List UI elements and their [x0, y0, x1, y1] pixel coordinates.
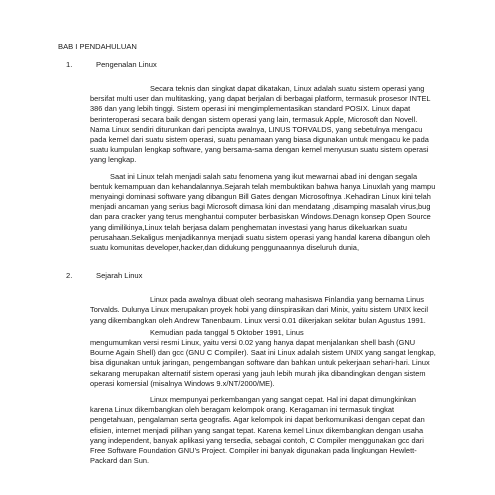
section-number: 1.	[66, 60, 73, 69]
paragraph: Linux mempunyai perkembangan yang sangat cepat. Hal ini dapat dimungkinkan karena Linux dikembangkan oleh beragam kelompok orang. Keragaman ini termasuk tingkat pengetahuan, pengalaman serta geografis. Agar kelompok ini dapat berkomunikasi dengan cepat dan efisien, internet menjadi pilihan yang sangat tepat. Karena kernel Linux dikembangkan dengan usaha yang independent, banyak aplikasi yang tersedia, sebagai contoh, C Compiler menggunakan gcc dari Free Software Foundation GNU’s Project. Compiler ini banyak digunakan pada lingkungan Hewlett-Packard dan Sun.	[90, 395, 425, 466]
paragraph: Saat ini Linux telah menjadi salah satu fenomena yang ikut mewarnai abad ini dengan segala bentuk kemampuan dan kehandalannya.Sejarah telah membuktikan bahwa hanya Linuxlah yang mampu menyaingi dominasi software yang dibangun Bill Gates dengan Microsoftnya .Kehadiran Linux kini telah menjadi ancaman yang serius bagi Microsoft dimasa kini dan mendatang ,disamping masalah virus,bug dan para cracker yang terus menghantui computer berbasiskan Windows.Denagn konsep Open Source yang dimilikinya,Linux telah berjasa dalam penghematan investasi yang harus dikeluarkan suatu perusahaan.Sekaligus menjadikannya menjadi suatu sistem operasi yang handal karena dibangun oleh suatu komunitas developer,hacker,dan didukung penggunaannya diseluruh dunia,	[90, 171, 436, 253]
chapter-title: BAB I PENDAHULUAN	[58, 42, 137, 51]
paragraph: Linux pada awalnya dibuat oleh seorang mahasiswa Finlandia yang bernama Linus Torvalds. Dulunya Linux merupakan proyek hobi yang diinspirasikan dari Minix, yaitu sistem UNIX kecil yang dikembangkan oleh Andrew Tanenbaum. Linux versi 0.01 dikerjakan sekitar bulan Agustus 1991.	[90, 295, 429, 325]
section-title: Pengenalan Linux	[96, 60, 157, 69]
paragraph: mengumumkan versi resmi Linux, yaitu versi 0.02 yang hanya dapat menjalankan shell bash (GNU Bourne Again Shell) dan gcc (GNU C Compiler). Saat ini Linux adalah sistem UNIX yang sangat lengkap, bisa digunakan untuk jaringan, pengembangan software dan bahkan untuk pekerjaan sehari-hari. Linux sekarang merupakan alternatif sistem operasi yang jauh lebih murah jika dibandingkan dengan sistem operasi komersial (misalnya Windows 9.x/NT/2000/ME).	[90, 338, 436, 388]
section-number: 2.	[66, 271, 73, 281]
section-heading	[66, 271, 439, 281]
paragraph: Secara teknis dan singkat dapat dikatakan, Linux adalah suatu sistem operasi yang bersifat multi user dan multitasking, yang dapat berjalan di berbagai platform, termasuk prosesor INTEL 386 dan yang lebih tinggi. Sistem operasi ini mengimplementasikan standard POSIX. Linux dapat berinteroperasi secara baik dengan sistem operasi yang lain, termasuk Apple, Microsoft dan Novell. Nama Linux sendiri diturunkan dari pencipta awalnya, LINUS TORVALDS, yang sebetulnya mengacu pada kernel dari suatu sistem operasi, suatu penamaan yang biasa digunakan untuk mengacu ke pada suatu kumpulan lengkap software, yang bersama-sama dengan kernel menyusun suatu sistem operasi yang lengkap.	[90, 84, 431, 165]
section-sejarah	[58, 271, 439, 466]
section-heading	[66, 60, 439, 70]
section-title: Sejarah Linux	[96, 271, 143, 281]
paragraph: Kemudian pada tanggal 5 Oktober 1991, Linus	[150, 327, 304, 337]
section-pengenalan	[58, 60, 439, 253]
